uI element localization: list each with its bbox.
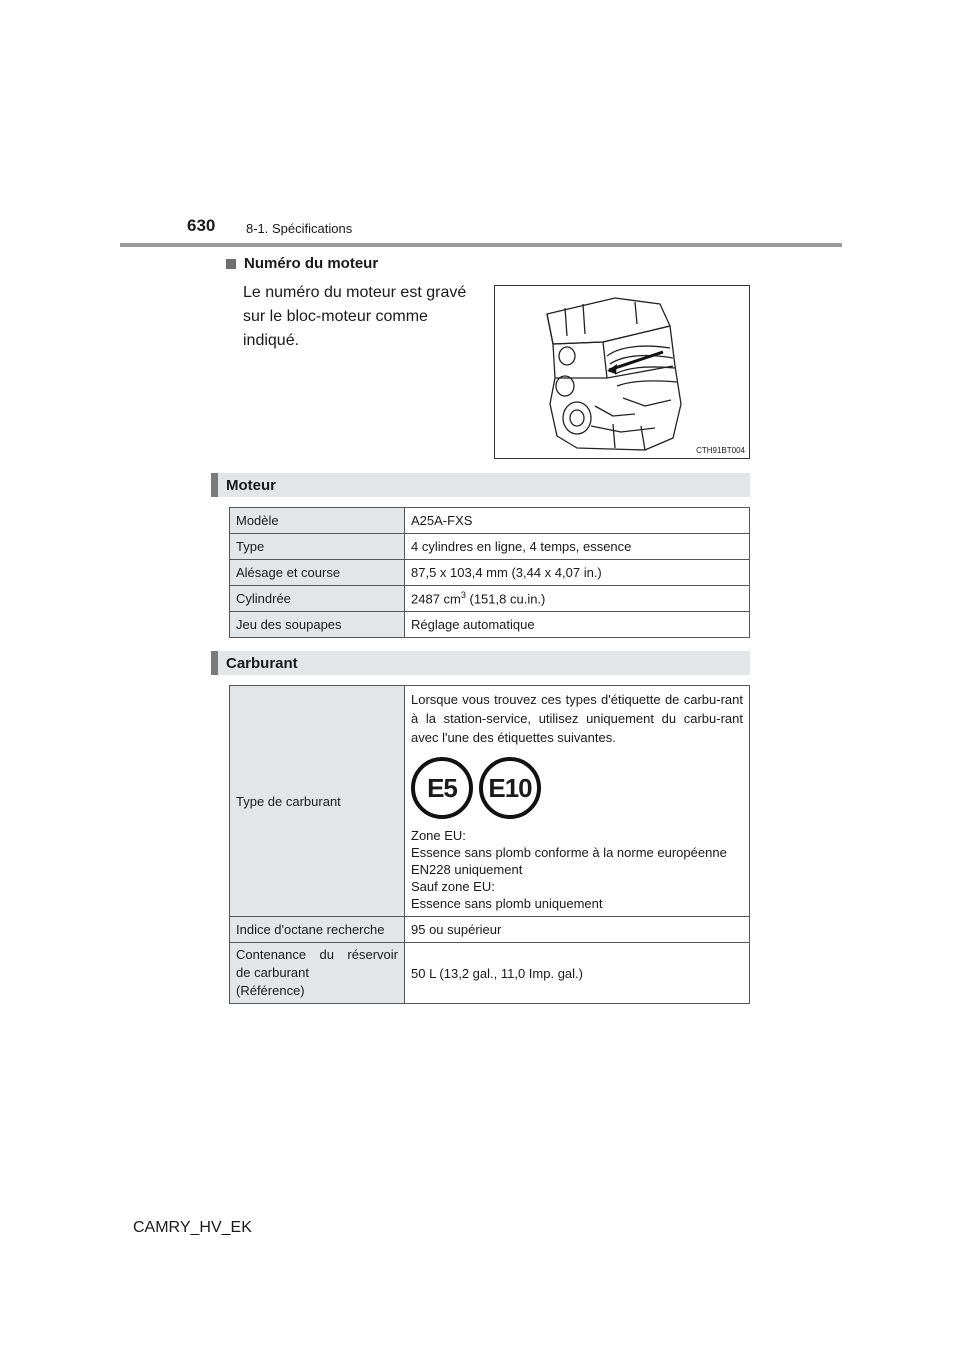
fuel-notes [411,827,743,912]
table-cell-value: 95 ou supérieur [405,917,750,943]
fuel-label-e10-icon: E10 [479,757,541,819]
displacement-value: 2487 cm [411,591,461,607]
table-row [230,534,750,560]
moteur-table [229,507,750,638]
engine-drawing-icon [495,286,749,458]
displacement-unit-exponent: 3 [460,590,466,601]
moteur-section-header [211,473,750,497]
table-cell-value: A25A-FXS [405,508,750,534]
table-cell-value: 4 cylindres en ligne, 4 temps, essence [405,534,750,560]
page-number: 630 [187,216,216,235]
table-row [230,686,750,917]
moteur-section-title: Moteur [226,477,276,494]
fuel-label-badges [411,757,743,819]
table-cell-key: Cylindrée [230,586,405,612]
tank-capacity-label [236,946,398,1000]
table-cell-key: Type de carburant [230,686,405,917]
square-bullet-icon [226,259,236,269]
figure-code: CTH91BT004 [696,446,745,455]
table-cell-key: Alésage et course [230,560,405,586]
engine-number-heading [226,255,378,272]
carburant-table [229,685,750,1004]
table-row [230,917,750,943]
table-cell-value [405,686,750,917]
table-cell-key: Modèle [230,508,405,534]
engine-number-text: Le numéro du moteur est gravé sur le bloc-moteur comme indiqué. [243,284,467,349]
table-cell-value: 50 L (13,2 gal., 11,0 Imp. gal.) [405,943,750,1004]
table-cell-key: Type [230,534,405,560]
table-cell-value [405,586,750,612]
table-cell-value: 87,5 x 103,4 mm (3,44 x 4,07 in.) [405,560,750,586]
carburant-section-header [211,651,750,675]
table-cell-key: Indice d'octane recherche [230,917,405,943]
tank-capacity-label-line: Contenance du réservoir [236,947,398,962]
table-row [230,612,750,638]
engine-number-heading-text: Numéro du moteur [244,255,379,272]
fuel-note: Essence sans plomb uniquement [411,896,603,911]
table-row [230,943,750,1004]
fuel-note: Sauf zone EU: [411,879,495,894]
displacement-value-imperial: (151,8 cu.in.) [465,591,546,607]
tank-capacity-label-line: (Référence) [236,983,305,998]
fuel-label-e5-icon: E5 [411,757,473,819]
footer-code: CAMRY_HV_EK [133,1219,252,1236]
section-label: 8-1. Spécifications [246,221,353,236]
table-cell-key [230,943,405,1004]
tank-capacity-label-line: de carburant [236,965,309,980]
header-rule [120,243,842,247]
table-cell-value: Réglage automatique [405,612,750,638]
table-row [230,508,750,534]
carburant-section-title: Carburant [226,655,298,672]
engine-illustration [494,285,750,459]
table-row [230,560,750,586]
fuel-note: Essence sans plomb conforme à la norme européenne EN228 uniquement [411,845,727,877]
table-row [230,586,750,612]
table-cell-key: Jeu des soupapes [230,612,405,638]
fuel-note: Zone EU: [411,828,466,843]
fuel-intro-text: Lorsque vous trouvez ces types d'étiquette de carbu-rant à la station-service, utilisez uniquement du carbu-rant avec l'une des étiquettes suivantes. [411,692,743,745]
